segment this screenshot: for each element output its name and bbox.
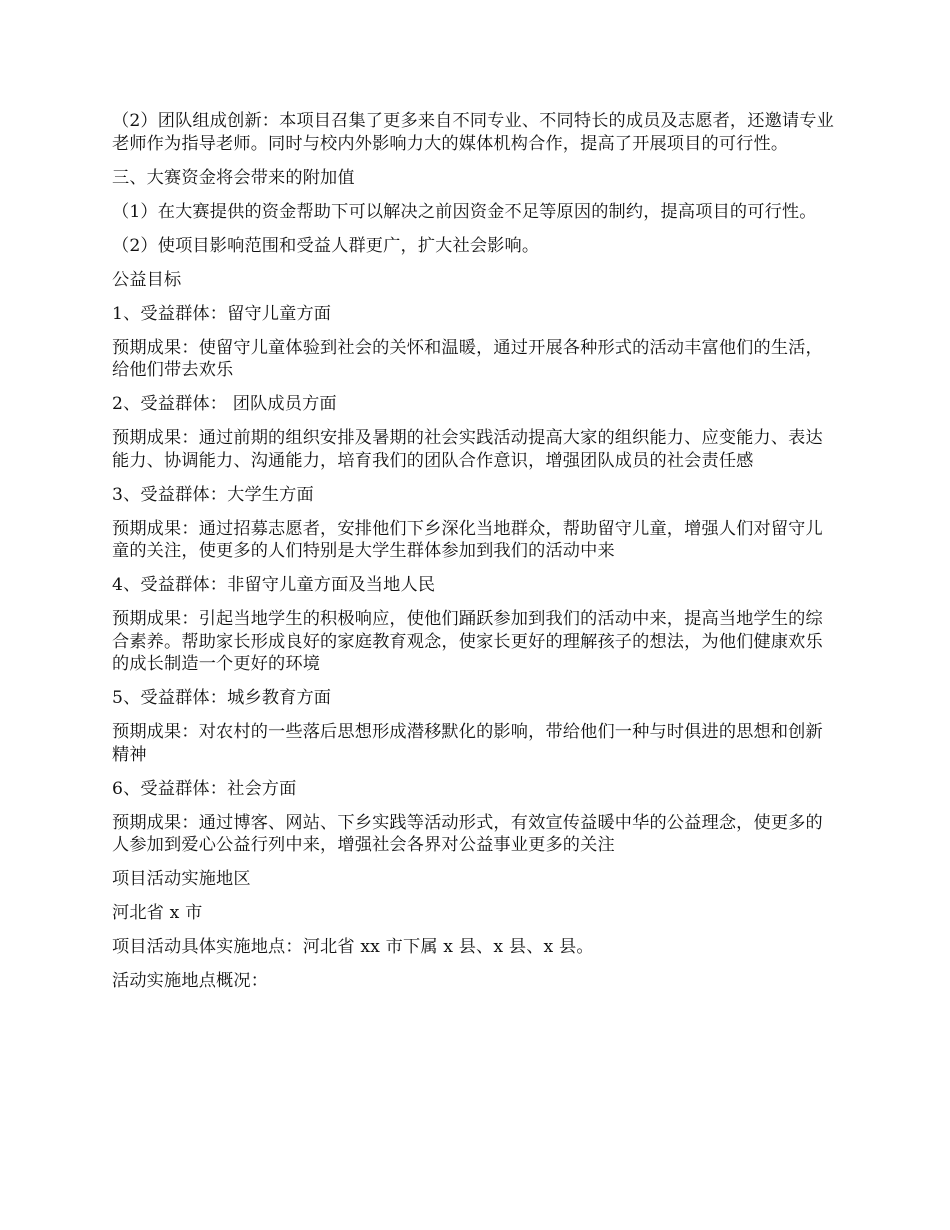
expected-outcome-3: 预期成果：通过招募志愿者，安排他们下乡深化当地群众，帮助留守儿童，增强人们对留守儿童的关注，使更多的人们特别是大学生群体参加到我们的活动中来 — [112, 518, 823, 561]
beneficiary-group-6: 6、受益群体：社会方面 — [112, 778, 297, 799]
beneficiary-group-5: 5、受益群体：城乡教育方面 — [112, 688, 332, 708]
paragraph-funding-feasibility: （1）在大赛提供的资金帮助下可以解决之前因资金不足等原因的制约，提高项目的可行性。 — [112, 201, 817, 222]
expected-outcome-1: 预期成果：使留守儿童体验到社会的关怀和温暖，通过开展各种形式的活动丰富他们的生活，给他们带去欢乐 — [112, 337, 823, 380]
location-overview-label: 活动实施地点概况： — [112, 971, 269, 991]
beneficiary-group-4: 4、受益群体：非留守儿童方面及当地人民 — [112, 575, 436, 595]
document-page — [112, 110, 840, 1004]
section-heading-added-value: 三、大赛资金将会带来的附加值 — [112, 167, 355, 188]
project-specific-locations: 项目活动具体实施地点：河北省 xx 市下属 x 县、x 县、x 县。 — [112, 937, 594, 957]
project-region-value: 河北省 x 市 — [112, 903, 203, 923]
beneficiary-group-1: 1、受益群体：留守儿童方面 — [112, 303, 332, 324]
paragraph-team-innovation: （2）团队组成创新：本项目召集了更多来自不同专业、不同特长的成员及志愿者，还邀请专业老师作为指导老师。同时与校内外影响力大的媒体机构合作，提高了开展项目的可行性。 — [112, 111, 834, 154]
beneficiary-group-2: 2、受益群体： 团队成员方面 — [112, 394, 337, 414]
section-heading-project-region: 项目活动实施地区 — [112, 869, 251, 889]
expected-outcome-6: 预期成果：通过博客、网站、下乡实践等活动形式，有效宣传益暖中华的公益理念，使更多的人参加到爱心公益行列中来，增强社会各界对公益事业更多的关注 — [112, 812, 823, 855]
expected-outcome-4: 预期成果：引起当地学生的积极响应，使他们踊跃参加到我们的活动中来，提高当地学生的综合素养。帮助家长形成良好的家庭教育观念，使家长更好的理解孩子的想法，为他们健康欢乐的成长制造一个更好的环境 — [112, 609, 823, 674]
paragraph-wider-impact: （2）使项目影响范围和受益人群更广，扩大社会影响。 — [112, 235, 540, 256]
expected-outcome-5: 预期成果：对农村的一些落后思想形成潜移默化的影响，带给他们一种与时俱进的思想和创新精神 — [112, 722, 823, 765]
beneficiary-group-3: 3、受益群体：大学生方面 — [112, 484, 314, 505]
section-heading-public-goals: 公益目标 — [112, 269, 182, 290]
expected-outcome-2: 预期成果：通过前期的组织安排及暑期的社会实践活动提高大家的组织能力、应变能力、表达能力、协调能力、沟通能力，培育我们的团队合作意识，增强团队成员的社会责任感 — [112, 428, 823, 471]
